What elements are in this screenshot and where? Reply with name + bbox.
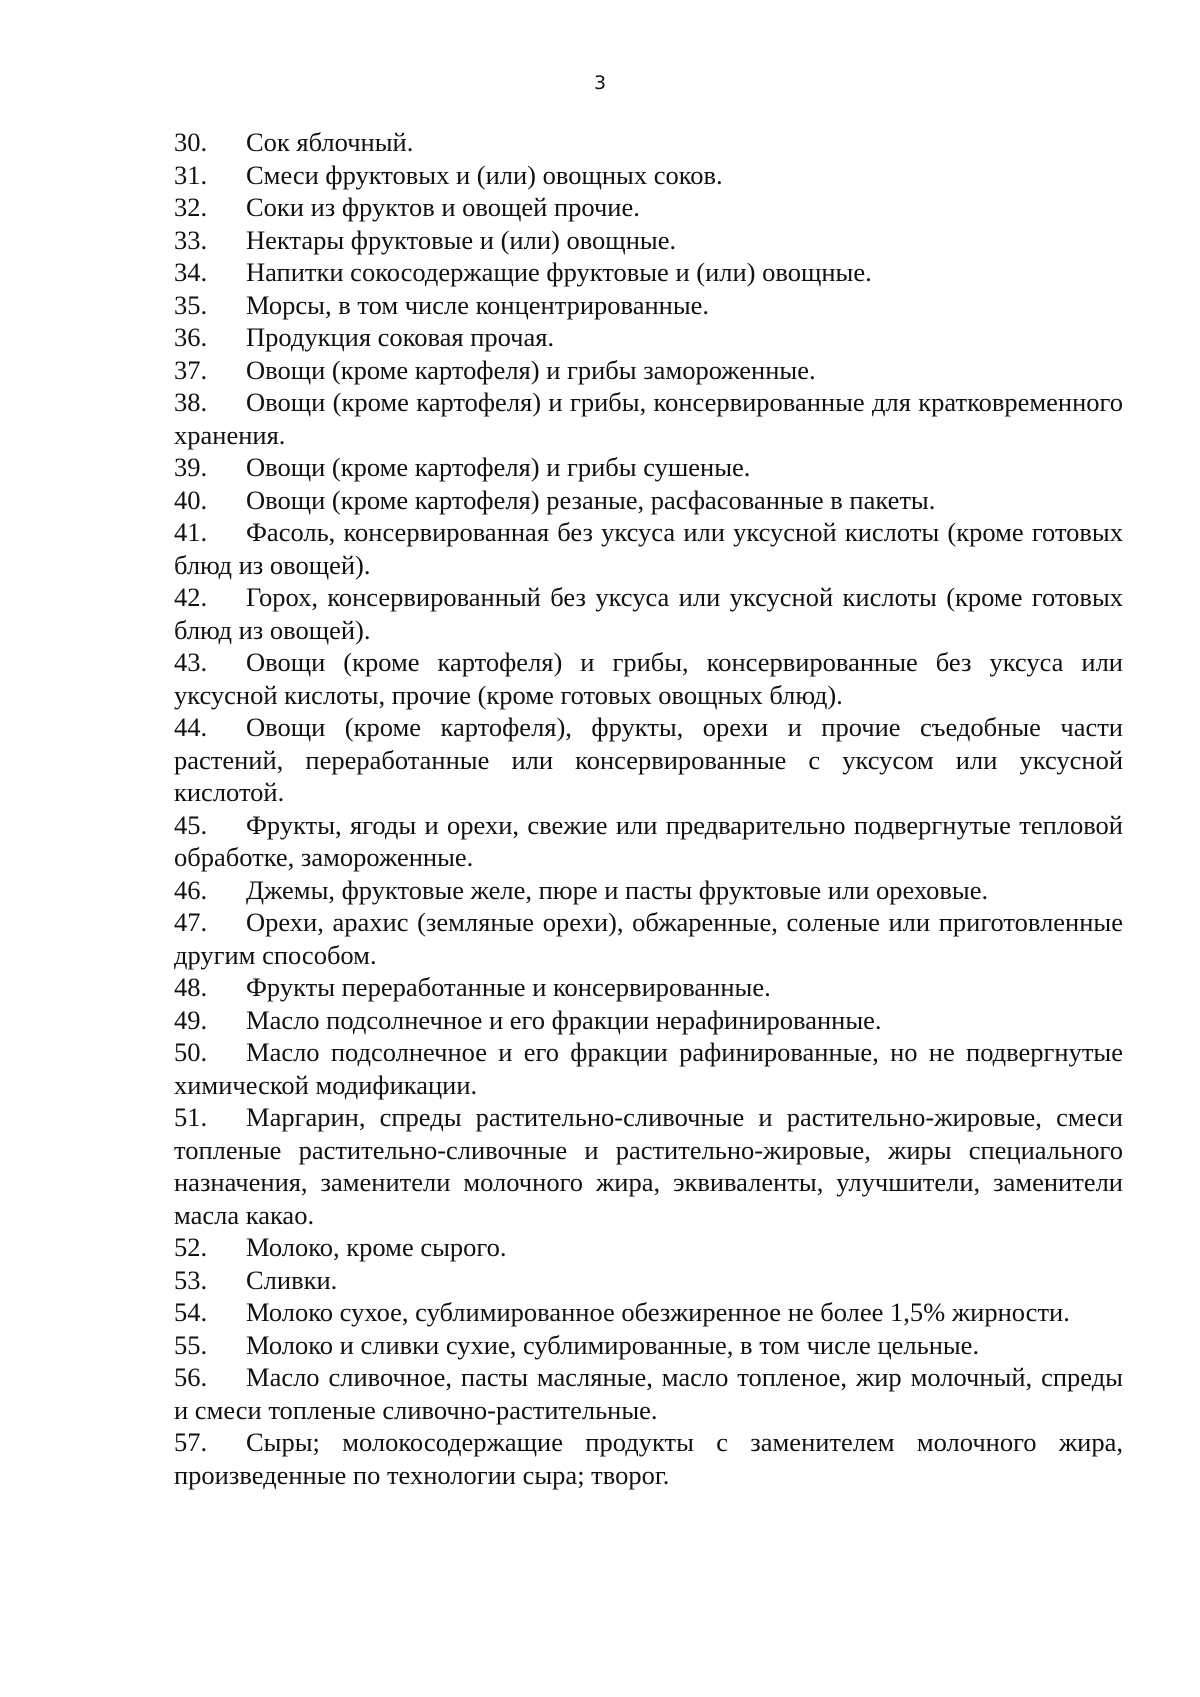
list-item-number: 51.	[174, 1102, 208, 1132]
list-item-text: Джемы, фруктовые желе, пюре и пасты фруктовые или ореховые.	[246, 874, 989, 905]
list-item	[174, 126, 1123, 159]
list-item-number: 56.	[174, 1362, 208, 1392]
list-item	[174, 451, 1123, 484]
list-item	[174, 386, 1123, 451]
list-item-number: 52.	[174, 1232, 208, 1262]
list-item-text: Овощи (кроме картофеля) и грибы, консервированные без уксуса или уксусной кислоты, прочие (кроме готовых овощных блюд).	[174, 647, 1123, 710]
list-item-text: Сок яблочный.	[246, 127, 414, 157]
list-item	[174, 971, 1123, 1004]
list-item-text: Овощи (кроме картофеля) и грибы замороженные.	[246, 354, 816, 385]
list-item-text: Маргарин, спреды растительно-сливочные и растительно-жировые, смеси топленые растительно-сливочные и растительно-жировые, жиры специального назначения, заменители молочного жира, эквиваленты, улучшители, заменители масла какао.	[174, 1102, 1123, 1230]
list-item-text: Масло подсолнечное и его фракции рафинированные, но не подвергнутые химической модификации.	[174, 1037, 1123, 1100]
list-item	[174, 224, 1123, 257]
list-item	[174, 1361, 1123, 1426]
list-item	[174, 516, 1123, 581]
list-item-text: Сливки.	[246, 1264, 338, 1295]
list-item	[174, 1329, 1123, 1362]
list-item-number: 33.	[174, 224, 208, 255]
list-item-number: 57.	[174, 1427, 208, 1457]
list-item	[174, 711, 1123, 809]
list-item-number: 53.	[174, 1264, 208, 1295]
list-item-number: 30.	[174, 127, 208, 157]
list-item	[174, 191, 1123, 224]
list-item-text: Овощи (кроме картофеля), фрукты, орехи и прочие съедобные части растений, переработанные или консервированные с уксусом или уксусной кислотой.	[174, 712, 1123, 807]
numbered-list	[174, 126, 1123, 1491]
list-item-text: Сыры; молокосодержащие продукты с заменителем молочного жира, произведенные по технологии сыра; творог.	[174, 1427, 1123, 1490]
list-item-number: 37.	[174, 354, 208, 385]
list-item	[174, 1264, 1123, 1297]
list-item	[174, 646, 1123, 711]
list-item-text: Орехи, арахис (земляные орехи), обжаренные, соленые или приготовленные другим способом.	[174, 907, 1123, 970]
list-item	[174, 256, 1123, 289]
list-item	[174, 809, 1123, 874]
list-item-number: 49.	[174, 1004, 208, 1035]
list-item-text: Фрукты, ягоды и орехи, свежие или предварительно подвергнутые тепловой обработке, замороженные.	[174, 809, 1123, 872]
list-item-number: 46.	[174, 874, 208, 905]
list-item-text: Продукция соковая прочая.	[246, 322, 555, 352]
list-item-text: Масло сливочное, пасты масляные, масло топленое, жир молочный, спреды и смеси топленые сливочно-растительные.	[174, 1362, 1123, 1425]
list-item	[174, 1101, 1123, 1231]
list-item	[174, 321, 1123, 354]
list-item	[174, 484, 1123, 517]
list-item-number: 39.	[174, 452, 208, 482]
list-item-number: 48.	[174, 972, 208, 1002]
list-item-number: 54.	[174, 1297, 208, 1327]
list-item	[174, 581, 1123, 646]
list-item-text: Смеси фруктовых и (или) овощных соков.	[246, 159, 723, 190]
list-item-text: Фрукты переработанные и консервированные.	[246, 972, 771, 1002]
list-item-number: 31.	[174, 159, 208, 190]
list-item-number: 41.	[174, 517, 208, 547]
list-item-number: 44.	[174, 712, 208, 742]
list-item	[174, 1296, 1123, 1329]
list-item-number: 55.	[174, 1329, 208, 1360]
list-item-text: Овощи (кроме картофеля) и грибы сушеные.	[246, 452, 751, 482]
list-item	[174, 1004, 1123, 1037]
list-item-number: 35.	[174, 289, 208, 320]
list-item-number: 45.	[174, 809, 208, 840]
list-item	[174, 874, 1123, 907]
list-item	[174, 289, 1123, 322]
list-item	[174, 906, 1123, 971]
list-item-text: Горох, консервированный без уксуса или уксусной кислоты (кроме готовых блюд из овощей).	[174, 582, 1123, 645]
list-item-text: Соки из фруктов и овощей прочие.	[246, 192, 640, 222]
list-item-number: 32.	[174, 192, 208, 222]
list-item	[174, 1426, 1123, 1491]
page-number: 3	[593, 72, 607, 94]
list-item-text: Напитки сокосодержащие фруктовые и (или) овощные.	[246, 257, 872, 287]
list-item-number: 38.	[174, 387, 208, 417]
list-item-number: 40.	[174, 484, 208, 515]
list-item-text: Нектары фруктовые и (или) овощные.	[246, 224, 677, 255]
list-item-text: Молоко сухое, сублимированное обезжиренное не более 1,5% жирности.	[246, 1297, 1070, 1327]
list-item	[174, 1231, 1123, 1264]
list-item	[174, 159, 1123, 192]
list-item-number: 50.	[174, 1037, 208, 1067]
list-item-text: Молоко и сливки сухие, сублимированные, в том числе цельные.	[246, 1329, 980, 1360]
list-item-text: Молоко, кроме сырого.	[246, 1232, 507, 1262]
list-item-number: 36.	[174, 322, 208, 352]
list-item-text: Овощи (кроме картофеля) резаные, расфасованные в пакеты.	[246, 484, 936, 515]
list-item-text: Морсы, в том числе концентрированные.	[246, 289, 710, 320]
list-item	[174, 354, 1123, 387]
list-item-text: Фасоль, консервированная без уксуса или уксусной кислоты (кроме готовых блюд из овощей).	[174, 517, 1123, 580]
list-item-text: Масло подсолнечное и его фракции нерафинированные.	[246, 1004, 882, 1035]
list-item-number: 43.	[174, 647, 208, 677]
list-item-number: 42.	[174, 582, 208, 612]
list-item-number: 34.	[174, 257, 208, 287]
list-item-number: 47.	[174, 907, 208, 937]
list-item	[174, 1036, 1123, 1101]
list-item-text: Овощи (кроме картофеля) и грибы, консервированные для кратковременного хранения.	[174, 387, 1123, 450]
